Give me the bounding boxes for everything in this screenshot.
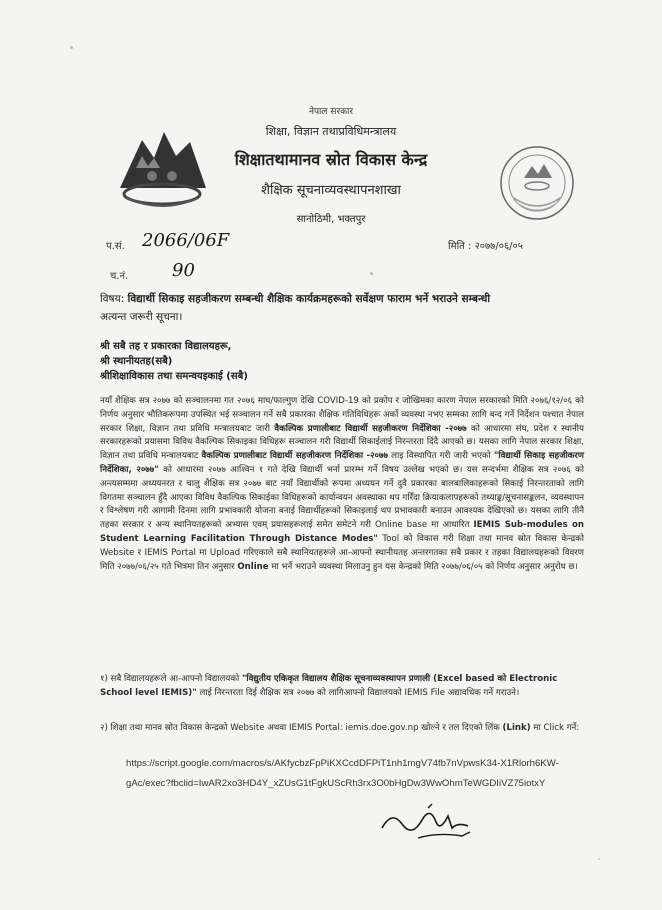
instruction-item-1	[100, 673, 584, 701]
patra-sankhya-label: प.सं.	[106, 241, 125, 252]
body-text-5: Tool को विकास गरी शिक्षा तथा मानव स्रोत विकास केन्द्रको Website र IEMIS Portal मा Upload गरिएकाले सबै स्थानियतहरूले आ-आफ्नो स्थानीयतह अन्तरगतका सबै प्रकार र तहका विद्यालयहरूको विवरण मिति २०७७/०६/२५ गते भित्रमा तिन अनुसार	[100, 533, 585, 572]
chalani-number-value: 90	[172, 260, 195, 281]
item-2-text-post: मा Click गर्ने:	[533, 723, 580, 733]
subject-block	[100, 290, 570, 326]
addressee-local-levels: श्री स्थानीयतह(सबै)	[100, 356, 173, 367]
addressee-coordination-units: श्रीशिक्षाविकास तथा समन्वयइकाई (सबै)	[100, 371, 248, 382]
government-name: नेपाल सरकार	[308, 107, 354, 117]
branch-name: शैक्षिक सूचनाव्यवस्थापनशाखा	[261, 183, 401, 198]
ministry-name: शिक्षा, विज्ञान तथाप्रविधिमन्त्रालय	[265, 125, 397, 138]
official-seal-icon	[496, 142, 578, 228]
item-1-bold: "विद्युतीय एकिकृत विद्यालय शैक्षिक सूचनाव्यवस्थापन प्रणाली (Excel based को Electronic School level IEMIS)"	[100, 674, 558, 698]
body-bold-5: Online	[237, 561, 269, 572]
addressee-schools: श्री सबै तह र प्रकारका विद्यालयहरू,	[100, 341, 232, 352]
item-1-text: १) सबै विद्यालयहरूले आ-आफ्नो विद्यालयको	[100, 674, 240, 684]
scan-speck	[70, 46, 73, 49]
subject-label: विषय:	[100, 293, 125, 305]
center-name: शिक्षातथामानव स्रोत विकास केन्द्र	[234, 150, 428, 169]
body-text-2: को आधारमा संघ, प्रदेश र स्थानीय सरकारहरूको प्रयासमा विविध वैकल्पिक सिकाइका विधिहरू सञ्चालन गरी विद्यार्थी सिकाईलाई निरन्तरता दिंदै आएको छ। यसका लागि नेपाल सरकार शिक्षा, विज्ञान तथा प्रविधि मन्त्रालयबाट	[100, 423, 585, 462]
handwritten-signature	[378, 798, 478, 852]
body-paragraph	[100, 395, 584, 574]
office-address: सानोठिमी, भक्तपुर	[296, 214, 366, 225]
subject-text: विद्यार्थी सिकाइ सहजीकरण सम्बन्धी शैक्षिक कार्यक्रमहरूको सर्वेक्षण फाराम भर्ने भराउने सम्बन्धी	[127, 293, 491, 305]
item-1-text-post: लाई निरन्तरता दिई शैक्षिक सत्र २०७७ को लागिआफ्नो विद्यालयको IEMIS File अद्यावधिक गर्ने गराउने।	[199, 687, 520, 698]
item-2-link-word: (Link)	[502, 723, 531, 733]
body-text-6: मा भर्ने भराउने व्यवस्था मिलाउनु हुन यस केन्द्रको मिति २०७७/०६/०५ को निर्णय अनुसार अनुरोध छ।	[271, 561, 578, 572]
letter-date: मिति : २०७७/०६/०५	[448, 241, 523, 252]
item-2-text: २) शिक्षा तथा मानव स्रोत विकास केन्द्रको Website अथवा IEMIS Portal: iemis.doe.gov.np खोल्ने र तल दिएको लिंक	[100, 723, 500, 733]
body-bold-2: वैकल्पिक प्रणालीबाट विद्यार्थी सहजीकरण निर्देशिका -२०७७	[201, 451, 388, 462]
body-text-1: नयाँ शैक्षिक सत्र २०७७ को सञ्चालनमा गत २०७६ माघ/फाल्गुण देखि COVID-19 को प्रकोप र जोखिमका कारण नेपाल सरकारको मिति २०७६/१२/०६ को निर्णय अनुसार भौतिकरूपमा उपस्थित भई सञ्चालन गर्ने सबै प्रकारका शैक्षिक गतिविधिहरू अर्को व्यवस्था नभए सम्मका लागि बन्द गर्ने निर्देशन पश्चात नेपाल सरकार शिक्षा, विज्ञान तथा प्रविधि मन्त्रालयबाट जारी	[100, 396, 584, 434]
body-bold-4: IEMIS Sub-modules on Student Learning Facilitation Through Distance Modes"	[100, 520, 585, 544]
chalani-number-label: च.नं.	[110, 271, 129, 282]
body-text-3: लाइ विस्थापित गरी जारी भएको	[391, 451, 491, 462]
survey-url-line-2[interactable]: gAc/exec?fbclid=IwAR2xo3HD4Y_xZUsG1tFgkUScRh3rx3O0bHgDw3WwOhmTeWGDIiVZ75iotxY	[126, 778, 546, 789]
subject-text-urgent: अत्यन्त जरूरी सूचना।	[100, 311, 183, 323]
body-bold-3: "विद्यार्थी सिकाइ सहजीकरण निर्देशिका, २०७७"	[100, 451, 585, 475]
body-bold-1: वैकल्पिक प्रणालीबाट विद्यार्थी सहजीकरण निर्देशिका -२०७७	[274, 423, 467, 434]
body-text-4: को आधारमा २०७७ आश्विन १ गते देखि विद्यार्थी भर्ना प्रारम्भ गर्ने विषय उल्लेख भएको छ। यस सन्दर्भमा शैक्षिक सत्र २०७६ को अन्त्यसम्ममा अध्ययनरत र चालु शैक्षिक सत्र २०७७ बाट नयाँ विद्यार्थीको रूपमा अध्ययन गर्ने दुवै प्रकारका बालबालिकाहरूको सिकाई निरन्तरताको लागि विगतमा सञ्चालन हुँदै आएका विविध वैकल्पिक सिकाईका विधिहरूको कार्यान्वयन अवस्थाका थप गरिँदा क्रियाकलापहरूको तथ्याङ्क/सूचनासङ्कलन, व्यवस्थापन र विश्लेषण गरी आगामी दिनमा लागि प्रभावकारी योजना बनाई विद्यार्थीहरूको सिकाइलाई थप प्रभावकारी बनाउन आवश्यक देखिएको छ। यसका लागि तीनै तहका सरकार र अन्य स्थानियतहरूको अभ्यास एवम् प्रयासहरूलाई समेत समेटने गरी Online base मा आधारित	[100, 464, 585, 531]
scan-speck	[598, 858, 600, 860]
survey-url-line-1[interactable]: https://script.google.com/macros/s/AKfycbzFpPiKXCcdDFPiT1nh1mgV74fb7nVpwsK34-X1Rlorh6KW-	[126, 758, 559, 769]
scan-speck	[370, 272, 373, 275]
patra-sankhya-value: 2066/06F	[142, 230, 230, 251]
instruction-item-2	[100, 722, 584, 736]
